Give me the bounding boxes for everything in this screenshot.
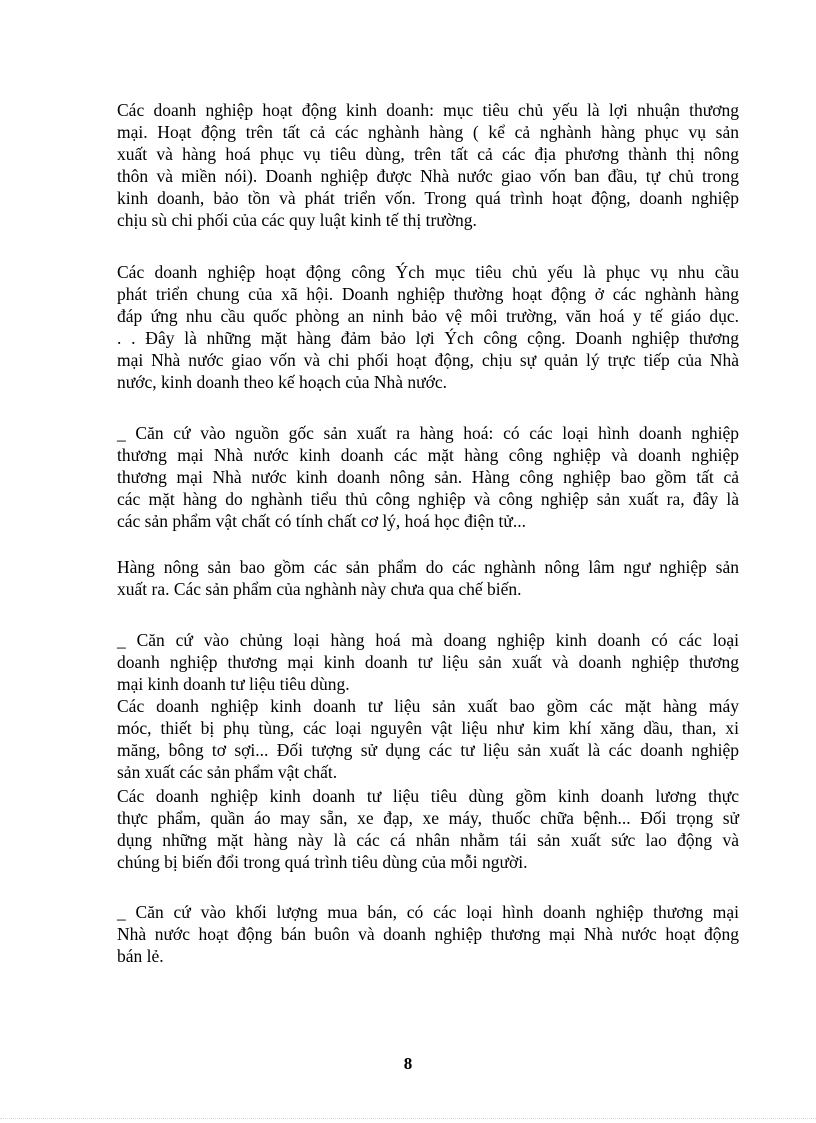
text-line: Các doanh nghiệp hoạt động công Ých mục tiêu chủ yếu là phục vụ nhu cầu bbox=[117, 262, 739, 282]
text-line: _ Căn cứ vào chủng loại hàng hoá mà doang nghiệp kinh doanh có các loại bbox=[117, 630, 739, 650]
text-line: _ Căn cứ vào khối lượng mua bán, có các loại hình doanh nghiệp thương mại bbox=[117, 902, 739, 922]
text-line: đáp ứng nhu cầu quốc phòng an ninh bảo vệ môi trường, văn hoá y tế giáo dục. bbox=[117, 306, 739, 326]
text-line: xuất ra. Các sản phẩm của nghành này chưa qua chế biến. bbox=[117, 579, 522, 599]
text-line: mại. Hoạt động trên tất cả các nghành hàng ( kể cả nghành hàng phục vụ sản bbox=[117, 122, 739, 142]
text-line: chúng bị biến đổi trong quá trình tiêu dùng của mỗi người. bbox=[117, 852, 528, 872]
text-line: xuất và hàng hoá phục vụ tiêu dùng, trên tất cả các địa phương thành thị nông bbox=[117, 144, 739, 164]
text-line: dụng những mặt hàng này là các cá nhân nhằm tái sản xuất sức lao động và bbox=[117, 830, 739, 850]
text-line: thôn và miền nói). Doanh nghiệp được Nhà nước giao vốn ban đầu, tự chủ trong bbox=[117, 166, 739, 186]
text-line: các mặt hàng do nghành tiểu thủ công nghiệp và công nghiệp sản xuất ra, đây là bbox=[117, 489, 739, 509]
text-line: chịu sù chi phối của các quy luật kinh tế thị trường. bbox=[117, 210, 477, 230]
text-line: Các doanh nghiệp hoạt động kinh doanh: mục tiêu chủ yếu là lợi nhuận thương bbox=[117, 100, 739, 120]
text-line: phát triển chung của xã hội. Doanh nghiệp thường hoạt động ở các nghành hàng bbox=[117, 284, 739, 304]
text-line: bán lẻ. bbox=[117, 946, 164, 966]
page-number: 8 bbox=[403, 1054, 413, 1073]
text-line: Hàng nông sản bao gồm các sản phẩm do các nghành nông lâm ngư nghiệp sản bbox=[117, 557, 739, 577]
text-line: sản xuất các sản phẩm vật chất. bbox=[117, 762, 338, 782]
text-line: thương mại Nhà nước kinh doanh các mặt hàng công nghiệp và doanh nghiệp bbox=[117, 445, 739, 465]
text-line: mại Nhà nước giao vốn và chi phối hoạt động, chịu sự quản lý trực tiếp của Nhà bbox=[117, 350, 739, 370]
text-line: thương mại Nhà nước kinh doanh nông sản. Hàng công nghiệp bao gồm tất cả bbox=[117, 467, 739, 487]
text-line: . . Đây là những mặt hàng đảm bảo lợi Ých công cộng. Doanh nghiệp thương bbox=[117, 328, 739, 348]
text-line: nước, kinh doanh theo kế hoạch của Nhà nước. bbox=[117, 372, 448, 392]
text-line: thực phẩm, quần áo may sẵn, xe đạp, xe máy, thuốc chữa bệnh... Đối trọng sử bbox=[117, 808, 739, 828]
page-bottom-rule bbox=[0, 1118, 816, 1119]
text-line: kinh doanh, bảo tồn và phát triển vốn. Trong quá trình hoạt động, doanh nghiệp bbox=[117, 188, 739, 208]
text-line: mại kinh doanh tư liệu tiêu dùng. bbox=[117, 674, 350, 694]
text-line: Các doanh nghiệp kinh doanh tư liệu sản xuất bao gồm các mặt hàng máy bbox=[117, 696, 739, 716]
text-line: Nhà nước hoạt động bán buôn và doanh nghiệp thương mại Nhà nước hoạt động bbox=[117, 924, 739, 944]
text-line: các sản phẩm vật chất có tính chất cơ lý, hoá học điện tử... bbox=[117, 511, 526, 531]
text-line: móc, thiết bị phụ tùng, các loại nguyên vật liệu như kim khí xăng dầu, than, xi bbox=[117, 718, 739, 738]
text-line: Các doanh nghiệp kinh doanh tư liệu tiêu dùng gồm kinh doanh lương thực bbox=[117, 786, 739, 806]
text-line: măng, bông tơ sợi... Đối tượng sử dụng các tư liệu sản xuất là các doanh nghiệp bbox=[117, 740, 739, 760]
text-line: doanh nghiệp thương mại kinh doanh tư liệu sản xuất và doanh nghiệp thương bbox=[117, 652, 739, 672]
text-line: _ Căn cứ vào nguồn gốc sản xuất ra hàng hoá: có các loại hình doanh nghiệp bbox=[117, 423, 739, 443]
